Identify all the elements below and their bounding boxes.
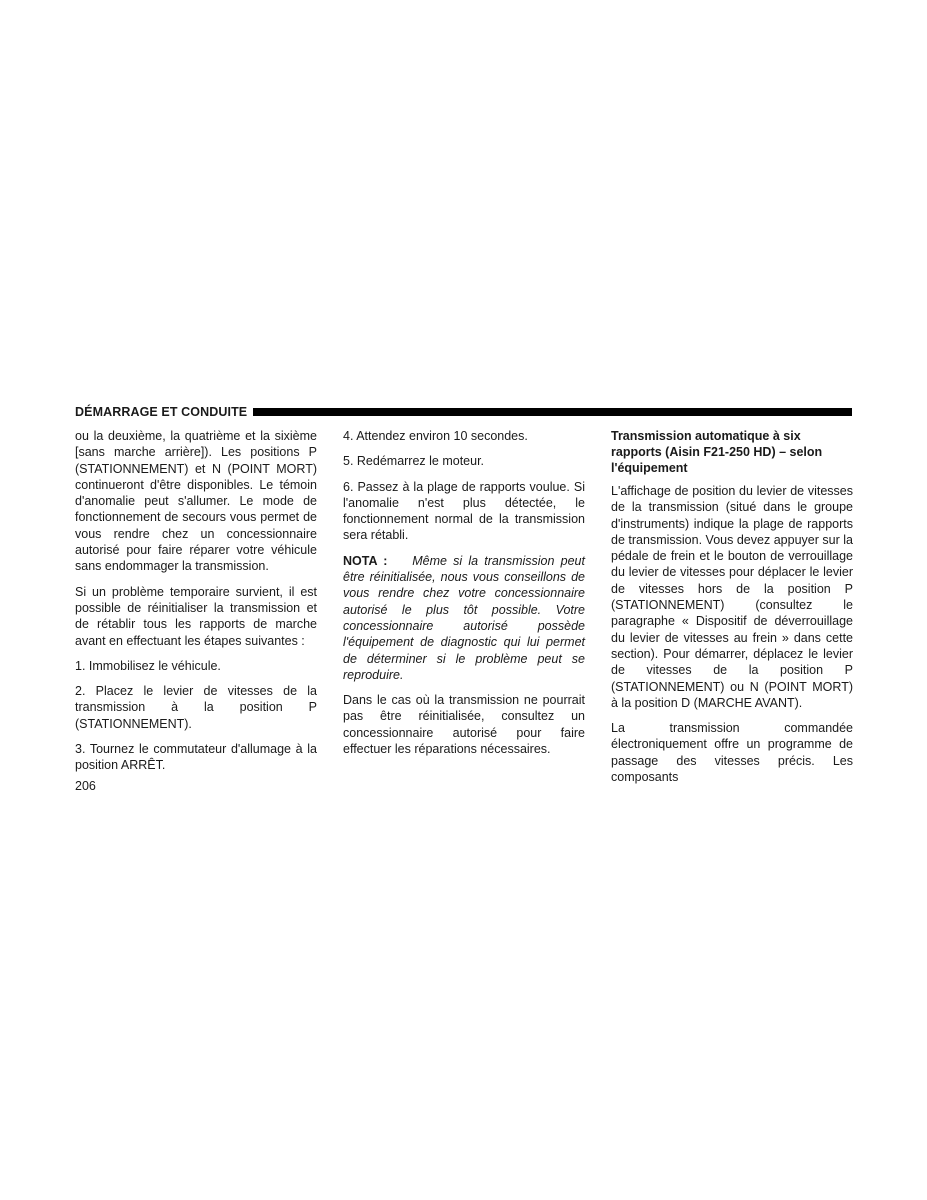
note-block — [343, 553, 585, 683]
paragraph: La transmission commandée électroniquement offre un programme de passage des vitesses précis. Les composants — [611, 721, 853, 785]
list-item-step-6: 6. Passez à la plage de rapports voulue. Si l'anomalie n'est plus détectée, le fonctionnement normal de la transmission sera rétabli. — [343, 479, 585, 543]
paragraph: L'affichage de position du levier de vitesses de la transmission (situé dans le groupe d'instruments) indique la plage de rapports de transmission. Vous devez appuyer sur la pédale de frein et le bouton de verrouillage du levier de vitesses pour déplacer le levier de vitesses hors de la position P (STATIONNEMENT) (consultez le paragraphe « Dispositif de déverrouillage du levier de vitesses au frein » dans cette section). Pour démarrer, déplacez le levier de vitesses de la position P (STATIONNEMENT) ou N (POINT MORT) à la position D (MARCHE AVANT). — [611, 484, 853, 710]
page-number: 206 — [75, 779, 96, 793]
paragraph: ou la deuxième, la quatrième et la sixième [sans marche arrière]). Les positions P (STATIONNEMENT) et N (POINT MORT) continueront d'être disponibles. Le témoin d'anomalie peut s'allumer. Le mode de fonctionnement de secours vous permet de vous rendre chez un concessionnaire autorisé pour faire réparer votre véhicule sans endommager la transmission. — [75, 429, 317, 574]
section-title: DÉMARRAGE ET CONDUITE — [75, 405, 248, 419]
section-header — [75, 404, 852, 420]
column-middle — [343, 428, 585, 766]
column-right — [611, 428, 853, 794]
list-item-step-1: 1. Immobilisez le véhicule. — [75, 658, 221, 673]
list-item-step-2: 2. Placez le levier de vitesses de la transmission à la position P (STATIONNEMENT). — [75, 684, 317, 731]
paragraph: Dans le cas où la transmission ne pourrait pas être réinitialisée, consultez un concessionnaire autorisé pour faire effectuer les réparations nécessaires. — [343, 693, 585, 757]
list-item-step-3: 3. Tournez le commutateur d'allumage à la position ARRÊT. — [75, 742, 317, 773]
list-item-step-4: 4. Attendez environ 10 secondes. — [343, 429, 528, 443]
note-label: NOTA : — [343, 553, 388, 568]
column-left — [75, 428, 317, 783]
paragraph: Si un problème temporaire survient, il est possible de réinitialiser la transmission et de rétablir tous les rapports de marche avant en effectuant les étapes suivantes : — [75, 584, 317, 648]
note-text: Même si la transmission peut être réinitialisée, nous vous conseillons de vous rendre chez votre concessionnaire autorisé le plus tôt possible. Votre concessionnaire autorisé possède l'équipement de diagnostic qui lui permet de déterminer si le problème peut se reproduire. — [343, 553, 585, 682]
header-rule — [253, 408, 852, 416]
subsection-heading: Transmission automatique à six rapports (Aisin F21-250 HD) – selon l'équipement — [611, 429, 823, 475]
list-item-step-5: 5. Redémarrez le moteur. — [343, 454, 485, 469]
